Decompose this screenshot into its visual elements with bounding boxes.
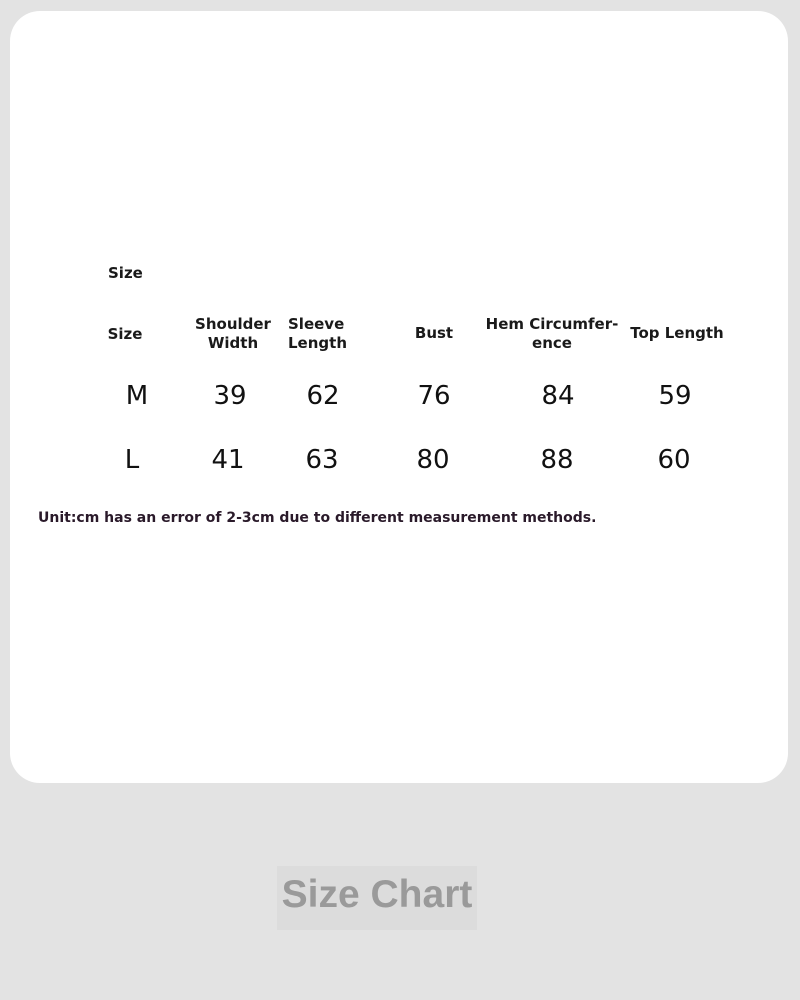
header-bust: Bust — [414, 324, 454, 342]
header-sleeve-length: Sleeve Length — [288, 315, 347, 352]
table-cell-size-l: L — [124, 445, 140, 475]
table-cell-l-bust: 80 — [416, 445, 450, 475]
header-top-length: Top Length — [630, 324, 724, 342]
table-cell-m-shoulder: 39 — [213, 381, 247, 411]
header-shoulder-width: Shoulder Width — [195, 315, 271, 352]
header-hem-circumference: Hem Circumfer- ence — [485, 315, 619, 352]
table-cell-m-sleeve: 62 — [306, 381, 340, 411]
page-title: Size Chart — [277, 866, 477, 930]
table-cell-m-top-length: 59 — [658, 381, 692, 411]
table-caption: Size — [108, 264, 143, 282]
table-cell-l-sleeve: 63 — [305, 445, 339, 475]
table-cell-size-m: M — [125, 381, 149, 411]
header-size: Size — [107, 325, 143, 343]
table-cell-l-top-length: 60 — [657, 445, 691, 475]
size-chart-card — [10, 11, 788, 783]
measurement-note: Unit:cm has an error of 2-3cm due to different measurement methods. — [38, 510, 597, 526]
table-cell-m-bust: 76 — [417, 381, 451, 411]
table-cell-l-hem: 88 — [540, 445, 574, 475]
table-cell-m-hem: 84 — [541, 381, 575, 411]
table-cell-l-shoulder: 41 — [211, 445, 245, 475]
